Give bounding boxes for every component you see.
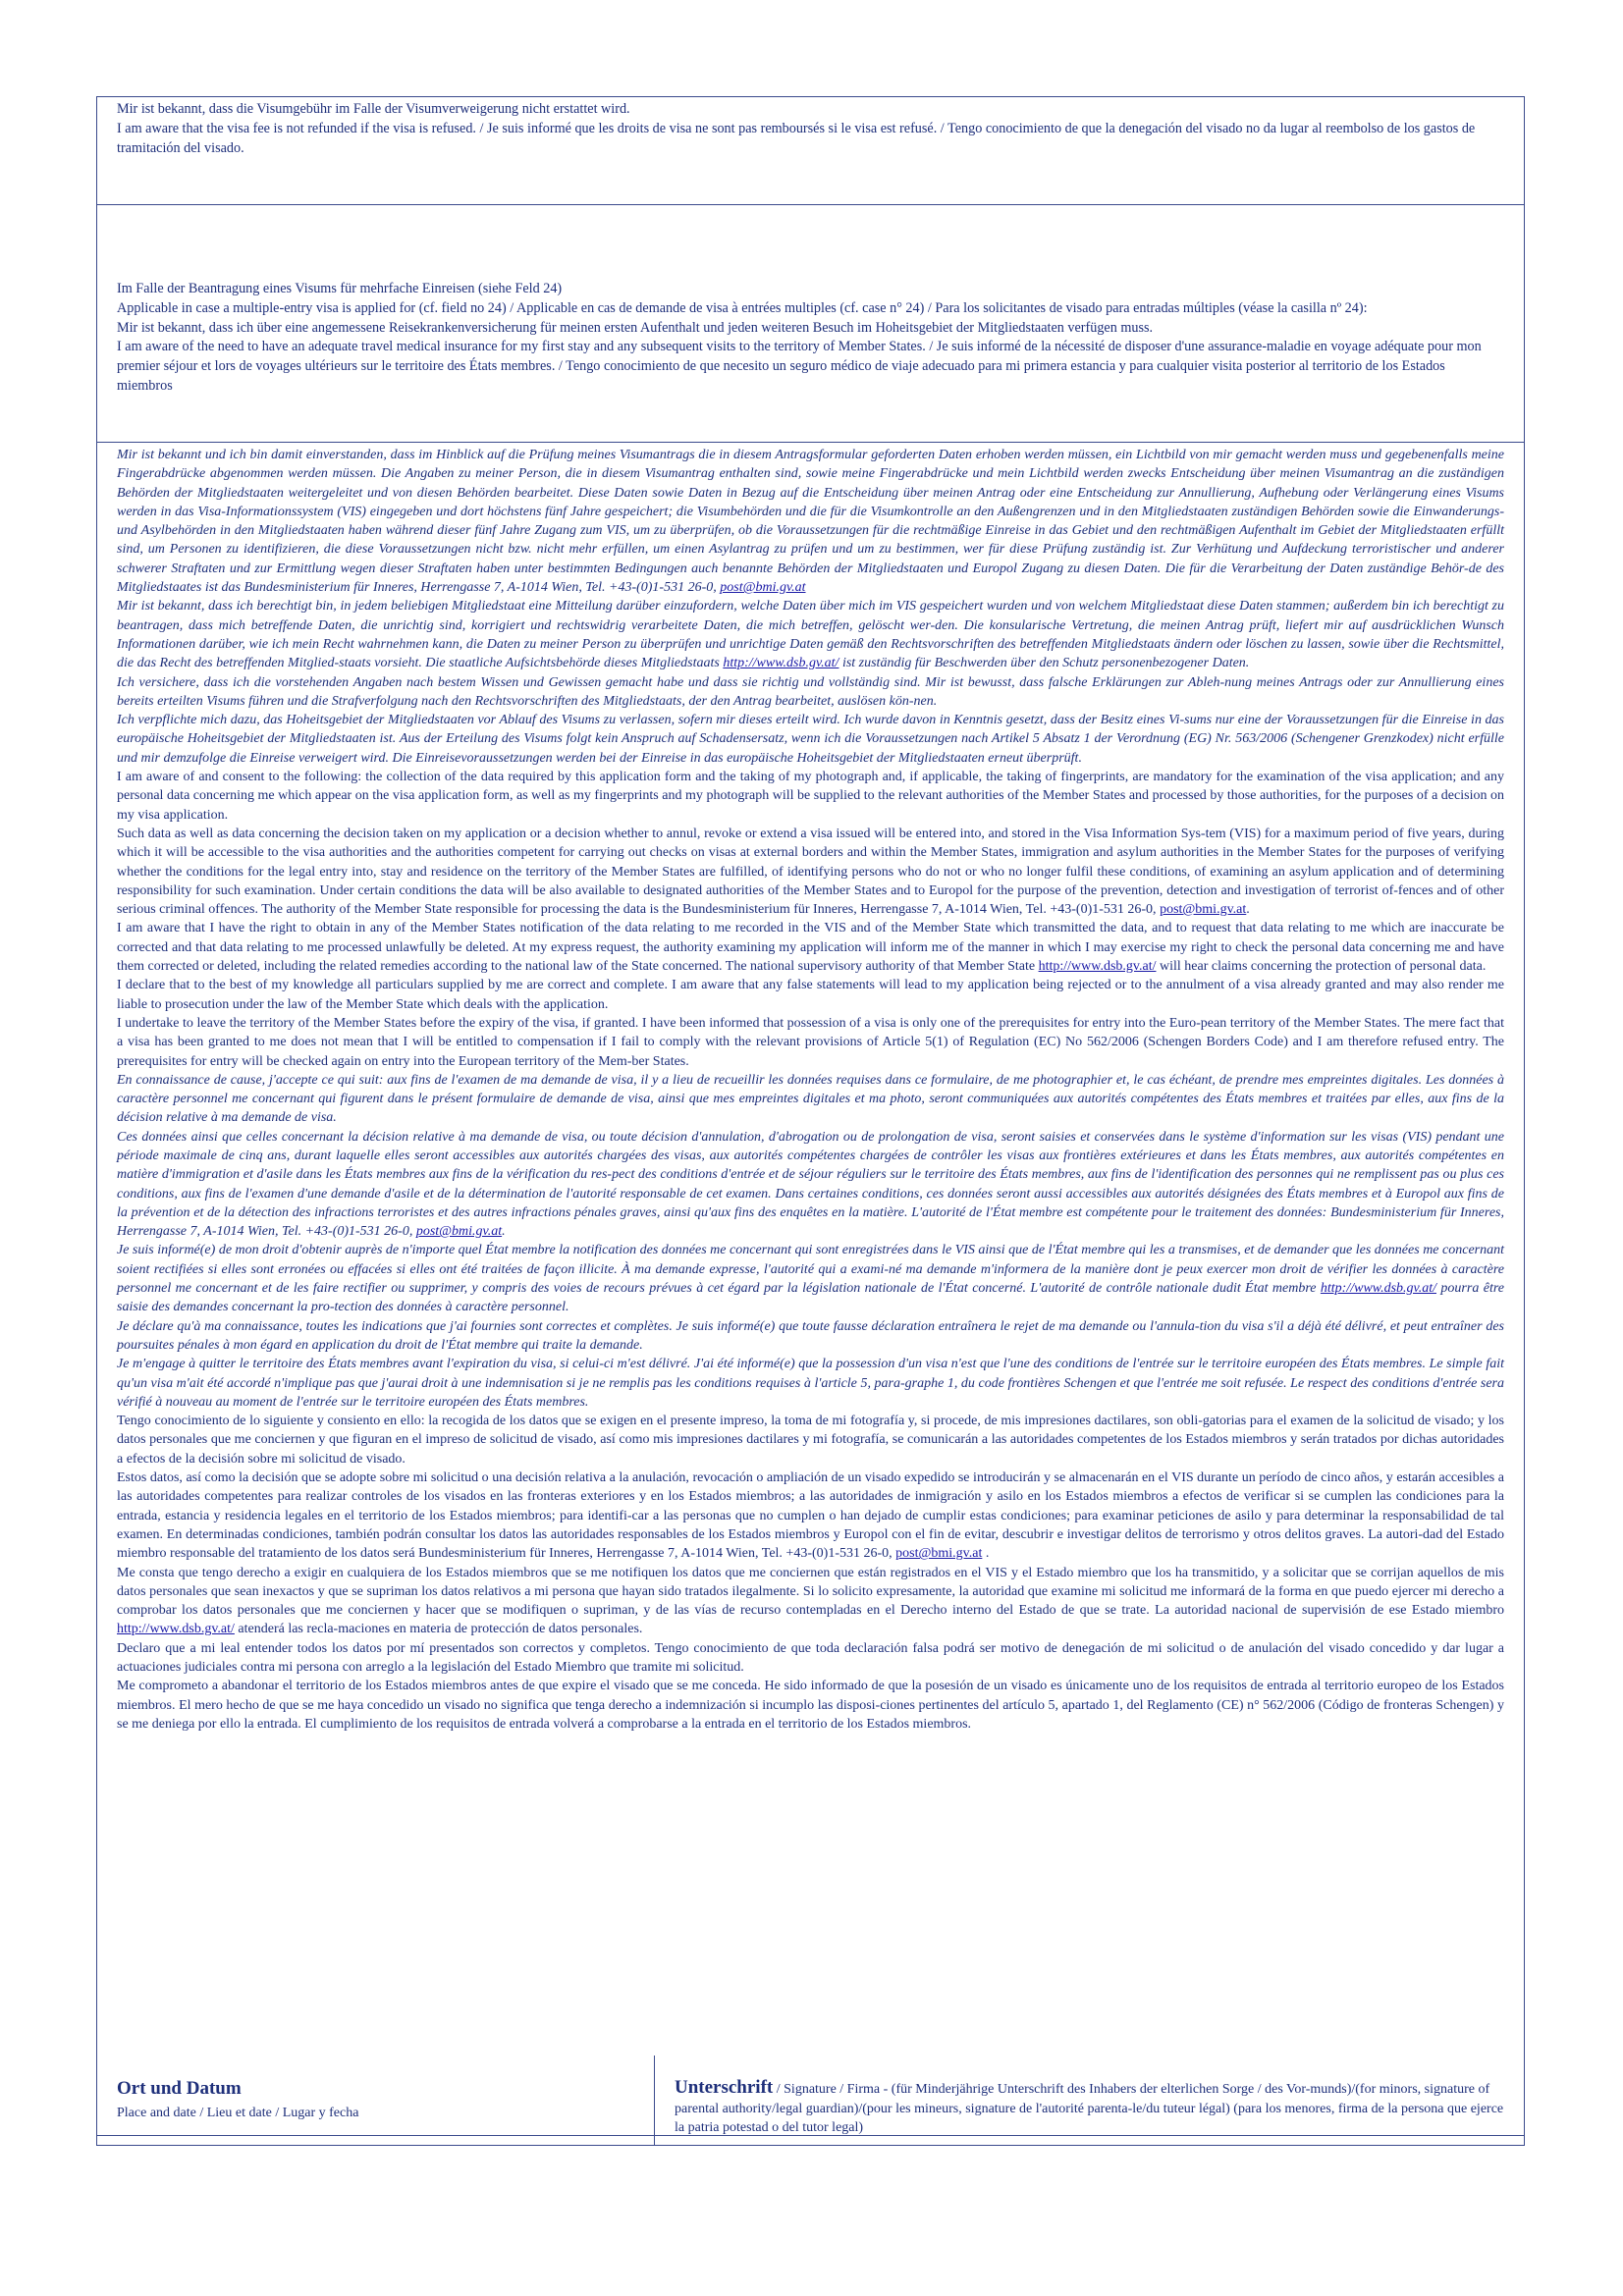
consent-de-text: Mir ist bekannt und ich bin damit einverstanden, dass im Hinblick auf die Prüfung meines Visumantrags die in diesem Antragsformular geforderten Daten erhoben werden müssen, ein Lichtbild von mir gemacht werden muss und gegebenenfalls meine Fingerabdrücke abgenommen werden müssen. Die Angaben zu meiner Person, die in diesem Visumantrag enthalten sind, sowie meine Fingerabdrücke und mein Lichtbild werden zwecks Entscheidung über meinen Visumantrag an die zuständigen Behörden der Mitgliedstaaten weitergeleitet und von diesen Behörden bearbeitet. Diese Daten sowie Daten in Bezug auf die Entscheidung über meinen Antrag oder eine Entscheidung zur Annullierung, Aufhebung oder Verlängerung eines Visums werden in das Visa-Informationssystem (VIS) eingegeben und dort höchstens fünf Jahre gespeichert; die Visumbehörden und die für die Visumkontrolle an den Außengrenzen und in den Mitgliedstaaten zuständigen Behörden sowie die Einwanderungs- und Asylbehörden in den Mitgliedstaaten haben während dieser fünf Jahre Zugang zum VIS, um zu überprüfen, ob die Voraussetzungen für die rechtmäßige Einreise in das Gebiet und den rechtmäßigen Aufenthalt im Gebiet der Mitgliedstaaten erfüllt sind, um Personen zu identifizieren, die diese Voraussetzungen nicht bzw. nicht mehr erfüllen, um einen Asylantrag zu prüfen und um zu bestimmen, wer für diese Prüfung zuständig ist. Zur Verhütung und Aufdeckung terroristischer und anderer schwerer Straftaten und zur Ermittlung wegen dieser Straftaten haben unter bestimmten Bedingungen auch benannte Behörden der Mitgliedstaaten und Europol Zugang zu diesen Daten. Die für die Verarbeitung der Daten zuständige Behör-de des Mitgliedstaates ist das Bundesministerium für Inneres, Herrengasse 7, A-1014 Wien, Tel. +43-(0)1-531 26-0, [117,448,1504,596]
declaration-form [96,96,1525,2146]
dsb-link[interactable]: http://www.dsb.gv.at/ [1038,959,1157,975]
multiple-entry-heading-de: Im Falle der Beantragung eines Visums für mehrfache Einreisen (siehe Feld 24) [117,281,563,296]
vis-es-text-end: . [982,1546,990,1562]
place-date-subtitle: Place and date / Lieu et date / Lugar y fecha [117,2106,359,2120]
visa-fee-section [97,97,1524,205]
rights-fr-paragraph [117,1241,1504,1316]
rights-de-text: Mir ist bekannt, dass ich berechtigt bin, in jedem beliebigen Mitgliedstaat eine Mitteilung darüber einzufordern, welche Daten über mich im VIS gespeichert wurden und von welchem Mitgliedstaat diese Daten stammen; außerdem bin ich berechtigt zu beantragen, dass mich betreffende Daten, die unrichtig sind, korrigiert und rechtswidrig verarbeitete Daten, die mich betreffen, gelöscht wer-den. Die konsularische Vertretung, die meinen Antrag prüft, liefert mir auf ausdrücklichen Wunsch Informationen darüber, wie ich mein Recht wahrnehmen kann, die Daten zu meiner Person zu überprüfen und unrichtige Daten gemäß den Rechtsvorschriften des betreffenden Mitgliedstaats ändern oder löschen zu lassen, sowie über die Rechtsmittel, die das Recht des betreffenden Mitglied-staats vorsieht. Die staatliche Aufsichtsbehörde dieses Mitgliedstaats [117,599,1504,671]
vis-es-paragraph [117,1468,1504,1563]
email-link[interactable]: post@bmi.gv.at [1160,902,1247,918]
fee-statement-multilingual: I am aware that the visa fee is not refunded if the visa is refused. / Je suis informé que les droits de visa ne sont pas remboursés si le visa est refusé. / Tengo conocimiento de que la denegación del visado no da lugar al reembolso de los gastos de tramitación del visado. [117,120,1476,156]
insurance-statement-de: Mir ist bekannt, dass ich über eine angemessene Reisekrankenversicherung für meinen ersten Aufenthalt und jeden weiteren Besuch im Hoheitsgebiet der Mitgliedstaaten verfügen muss. [117,319,1154,336]
dsb-link[interactable]: http://www.dsb.gv.at/ [723,656,839,671]
undertaking-de-paragraph: Ich verpflichte mich dazu, das Hoheitsgebiet der Mitgliedstaaten vor Ablauf des Visums zu verlassen, sofern mir dieses erteilt wird. Ich wurde davon in Kenntnis gesetzt, dass der Besitz eines Vi-sums nur eine der Voraussetzungen für die Einreise in das europäische Hoheitsgebiet der Mitgliedstaaten ist. Aus der Erteilung des Visums folgt kein Anspruch auf Schadensersatz, wenn ich die Voraussetzungen nach Artikel 5 Absatz 1 der Verordnung (EG) Nr. 563/2006 (Schengener Grenzkodex) nicht erfülle und mir demzufolge die Einreise verweigert wird. Die Einreisevoraussetzungen werden bei der Einreise in das europäische Hoheitsgebiet der Mitgliedstaaten erneut überprüft. [117,713,1504,766]
signature-title: Unterschrift [675,2077,774,2098]
vis-fr-text-end: . [502,1224,506,1240]
rights-en-text-end: will hear claims concerning the protection of personal data. [1156,959,1487,975]
insurance-statement-multilingual: I am aware of the need to have an adequate travel medical insurance for my first stay and any subsequent visits to the territory of Member States. / Je suis informé de la nécessité de disposer d'une assurance-maladie en voyage adéquate pour mon premier séjour et lors de voyages ultérieurs sur le territoire des États membres. / Tengo conocimiento de que necesito un seguro médico de viaje adecuado para mi primera estancia y para cualquier visita posterior al territorio de los Estados miembros [117,339,1482,394]
consent-fr-paragraph: En connaissance de cause, j'accepte ce qui suit: aux fins de l'examen de ma demande de visa, il y a lieu de recueillir les données requises dans ce formulaire, de me photographier et, le cas échéant, de prendre mes empreintes digitales. Les données à caractère personnel me concernant qui figurent dans le présent formulaire de demande de visa, ainsi que mes empreintes digitales et ma photo, seront communiquées aux autorités compétentes des États membres et traitées par elles, aux fins de la décision relative à ma demande de visa. [117,1072,1504,1126]
consent-de-paragraph [117,446,1504,597]
declaration-en-paragraph: I declare that to the best of my knowledge all particulars supplied by me are correct and complete. I am aware that any false statements will lead to my application being rejected or to the annulment of a visa already granted and may also render me liable to prosecution under the law of the Member State which deals with the application. [117,978,1504,1012]
signature-subtitle: / Signature / Firma - (für Minderjährige Unterschrift des Inhabers der elterlichen Sorge / des Vor-munds)/(for minors, signature of parental authority/legal guardian)/(pour les mineurs, signature de l'autorité parenta-le/du tuteur légal) (para los menores, firma de la persona que ejerce la patria potestad o del tutor legal) [675,2082,1504,2135]
undertaking-es-paragraph: Me comprometo a abandonar el territorio de los Estados miembros antes de que expire el visado que se me conceda. He sido informado de que la posesión de un visado es únicamente uno de los requisitos de entrada al territorio europeo de los Estados miembros. El mero hecho de que se me haya concedido un visado no significa que tenga derecho a indemnización si incumplo las disposi-ciones pertinentes del artículo 5, apartado 1, del Reglamento (CE) n° 562/2006 (Código de fronteras Schengen) y se me deniega por ello la entrada. El cumplimiento de los requisitos de entrada volverá a comprobarse a la entrada en el territorio de los Estados miembros. [117,1679,1504,1732]
vis-en-text: Such data as well as data concerning the decision taken on my application or a decision whether to annul, revoke or extend a visa issued will be entered into, and stored in the Visa Information Sys-tem (VIS) for a maximum period of five years, during which it will be accessible to the visa authorities and the authorities competent for carrying out checks on visas at external borders and within the Member States, immigration and asylum authorities in the Member States for the purposes of verifying whether the conditions for the legal entry into, stay and residence on the territory of the Member States are fulfilled, of identifying persons who do not or who no longer fulfil these conditions, of examining an asylum application and of determining responsibility for such examination. Under certain conditions the data will be also available to designated authorities of the Member States and to Europol for the purpose of the prevention, detection and investigation of terrorist of-fences and of other serious criminal offences. The authority of the Member State responsible for processing the data is the Bundesministerium für Inneres, Herrengasse 7, A-1014 Wien, Tel. +43-(0)1-531 26-0, [117,826,1504,918]
consent-en-paragraph: I am aware of and consent to the following: the collection of the data required by this application form and the taking of my photograph and, if applicable, the taking of fingerprints, are mandatory for the examination of the visa application; and any personal data concerning me which appear on the visa application form, as well as my fingerprints and my photograph will be supplied to the relevant authorities of the Member States and processed by those authorities, for the purposes of a decision on my visa application. [117,770,1504,823]
email-link[interactable]: post@bmi.gv.at [720,580,806,596]
vis-en-paragraph [117,825,1504,919]
declaration-fr-paragraph: Je déclare qu'à ma connaissance, toutes les indications que j'ai fournies sont correctes et complètes. Je suis informé(e) que toute fausse déclaration entraînera le rejet de ma demande ou l'annula-tion du visa s'il a déjà été délivré, et peut entraîner des poursuites pénales à mon égard en application du droit de l'État membre qui traite la demande. [117,1318,1504,1353]
place-date-title: Ort und Datum [117,2078,242,2099]
data-consent-section [97,443,1524,2136]
rights-de-text-end: ist zuständig für Beschwerden über den Schutz personenbezogener Daten. [839,656,1250,671]
dsb-link[interactable]: http://www.dsb.gv.at/ [117,1622,235,1637]
declaration-de-paragraph: Ich versichere, dass ich die vorstehenden Angaben nach bestem Wissen und Gewissen gemacht habe und dass sie richtig und vollständig sind. Mir ist bewusst, dass falsche Erklärungen zur Ableh-nung meines Antrags oder zur Annullierung eines bereits erteilten Visums führen und die Strafverfolgung nach den Rechtsvorschriften des Mitgliedstaats, der den Antrag bearbeitet, auslösen kön-nen. [117,674,1504,709]
dsb-link[interactable]: http://www.dsb.gv.at/ [1320,1281,1436,1297]
rights-es-text: Me consta que tengo derecho a exigir en cualquiera de los Estados miembros que se me notifiquen los datos que me conciernen que están registrados en el VIS y el Estado miembro que los ha transmitido, y a solicitar que se corrijan aquellos de mis datos personales que sean inexactos y que se supriman los datos relativos a mi persona que hayan sido tratados ilegalmente. Si lo solicito expresamente, la autoridad que examine mi solicitud me informará de la forma en que puedo ejercer mi derecho a comprobar los datos personales que me conciernen y hacer que se modifiquen o supriman, y de las vías de recurso contempladas en el Derecho interno del Estado de que se trate. La autoridad nacional de supervisión de ese Estado miembro [117,1565,1504,1619]
email-link[interactable]: post@bmi.gv.at [415,1224,503,1240]
vis-es-text: Estos datos, así como la decisión que se adopte sobre mi solicitud o una decisión relativa a la anulación, revocación o ampliación de un visado expedido se introducirán y se almacenarán en el VIS durante un período de cinco años, y estarán accesibles a las autoridades competentes para realizar controles de los visados en las fronteras exteriores y en los Estados miembros; a las autoridades de inmigración y asilo en los Estados miembros a efectos de verificar si se cumplen las condiciones para la entrada, estancia y residencia legales en el territorio de los Estados miembros; para identifi-car a las personas que no cumplen o han dejado de cumplir estas condiciones; para examinar peticiones de asilo y para determinar la responsabilidad de tal examen. En determinadas condiciones, también podrán consultar los datos las autoridades responsables de los Estados miembros y Europol con el fin de evitar, descubrir e investigar delitos de terrorismo y otros delitos graves. La autori-dad del Estado miembro responsable del tratamiento de los datos será Bundesministerium für Inneres, Herrengasse 7, A-1014 Wien, Tel. +43-(0)1-531 26-0, [117,1470,1504,1562]
email-link[interactable]: post@bmi.gv.at [895,1546,983,1562]
undertaking-en-paragraph: I undertake to leave the territory of the Member States before the expiry of the visa, if granted. I have been informed that possession of a visa is only one of the prerequisites for entry into the Euro-pean territory of the Member States. The mere fact that a visa has been granted to me does not mean that I will be entitled to compensation if I fail to comply with the relevant provisions of Article 5(1) of Regulation (EC) No 562/2006 (Schengen Borders Code) and I am therefore refused entry. The prerequisites for entry will be checked again on entry into the European territory of the Mem-ber States. [117,1015,1504,1069]
declaration-es-paragraph: Declaro que a mi leal entender todos los datos por mí presentados son correctos y completos. Tengo conocimiento de que toda declaración falsa podrá ser motivo de denegación de mi solicitud o de anulación del visado concedido y dar lugar a actuaciones judiciales contra mi persona con arreglo a la legislación del Estado Miembro que tramite mi solicitud. [117,1640,1504,1675]
rights-en-paragraph [117,919,1504,976]
fee-statement-de: Mir ist bekannt, dass die Visumgebühr im Falle der Visumverweigerung nicht erstattet wird. [117,101,630,117]
rights-de-paragraph [117,597,1504,672]
rights-es-paragraph [117,1564,1504,1639]
place-date-field[interactable] [97,2056,655,2145]
signature-row [97,2056,1524,2145]
consent-es-paragraph: Tengo conocimiento de lo siguiente y consiento en ello: la recogida de los datos que se exigen en el presente impreso, la toma de mi fotografía y, si procede, de mis impresiones dactilares, son obli-gatorias para el examen de la solicitud de visado; y los datos personales que me conciernen y que figuran en el impreso de solicitud de visado, así como mis impresiones dactilares y mi fotografía, se comunicarán a las autoridades competentes de los Estados miembros y serán tratados por dichas autoridades a efectos de la decisión sobre mi solicitud de visado. [117,1414,1504,1467]
vis-en-text-end: . [1246,902,1250,918]
rights-fr-text: Je suis informé(e) de mon droit d'obtenir auprès de n'importe quel État membre la notification des données me concernant qui sont enregistrées dans le VIS ainsi que de l'État membre qui les a transmises, et de demander que les données me concernant soient rectifiées si elles sont erronées ou effacées si elles ont été traitées de façon illicite. À ma demande expresse, l'autorité qui a exami-né ma demande m'informera de la manière dont je peux exercer mon droit de vérifier les données à caractère personnel me concernant et de les faire rectifier ou supprimer, y compris des voies de recours prévues à cet égard par la législation nationale de l'État concerné. L'autorité de contrôle nationale dudit État membre [117,1243,1504,1297]
vis-fr-text: Ces données ainsi que celles concernant la décision relative à ma demande de visa, ou toute décision d'annulation, d'abrogation ou de prolongation de visa, seront saisies et conservées dans le système d'information sur les visas (VIS) pendant une période maximale de cinq ans, durant laquelle elles seront accessibles aux autorités chargées des visas, aux autorités compétentes chargées de contrôler les visas aux frontières extérieures et dans les États membres, aux autorités compétentes en matière d'immigration et d'asile dans les États membres aux fins de la vérification du res-pect des conditions d'entrée et de séjour réguliers sur le territoire des États membres, aux fins de l'identification des personnes qui ne remplissent pas ou plus ces conditions, aux fins de l'examen d'une demande d'asile et de la détermination de l'autorité responsable de cet examen. Dans certaines conditions, ces données seront aussi accessibles aux autorités désignées des États membres et à Europol aux fins de la prévention et de la détection des infractions terroristes et des autres infractions pénales graves, ainsi qu'aux fins des enquêtes en la matière. L'autorité de l'État membre est compétente pour le traitement des données: Bundesministerium für Inneres, Herrengasse 7, A-1014 Wien, Tel. +43-(0)1-531 26-0, [117,1129,1504,1240]
multiple-entry-section [97,205,1524,443]
undertaking-fr-paragraph: Je m'engage à quitter le territoire des États membres avant l'expiration du visa, si celui-ci m'est délivré. J'ai été informé(e) que la possession d'un visa n'est que l'une des conditions de l'entrée sur le territoire européen des États membres. Le simple fait qu'un visa m'ait été accordé n'implique pas que j'aurai droit à une indemnisation si je ne remplis pas les conditions requises à l'article 5, para-graphe 1, du code frontières Schengen et que l'entrée me soit refusée. Le respect des conditions d'entrée sera vérifié à nouveau au moment de l'entrée sur le territoire européen des États membres. [117,1357,1504,1410]
rights-en-text: I am aware that I have the right to obtain in any of the Member States notification of the data relating to me recorded in the VIS and of the Member State which transmitted the data, and to request that data relating to me which are inaccurate be corrected and that data relating to me processed unlawfully be deleted. At my express request, the authority examining my application will inform me of the manner in which I may exercise my right to check the personal data concerning me and have them corrected or deleted, including the related remedies according to the national law of the State concerned. The national supervisory authority of that Member State [117,921,1504,975]
multiple-entry-heading-multilingual: Applicable in case a multiple-entry visa is applied for (cf. field no 24) / Applicable en cas de demande de visa à entrées multiples (cf. case n° 24) / Para los solicitantes de visado para entradas múltiples (véase la casilla nº 24): [117,299,1368,316]
rights-fr-text-end: pourra être saisie des demandes concernant la pro-tection des données à caractère personnel. [117,1281,1504,1315]
vis-fr-paragraph [117,1128,1504,1242]
signature-field[interactable] [655,2056,1524,2145]
rights-es-text-end: atenderá las recla-maciones en materia de protección de datos personales. [234,1622,643,1637]
